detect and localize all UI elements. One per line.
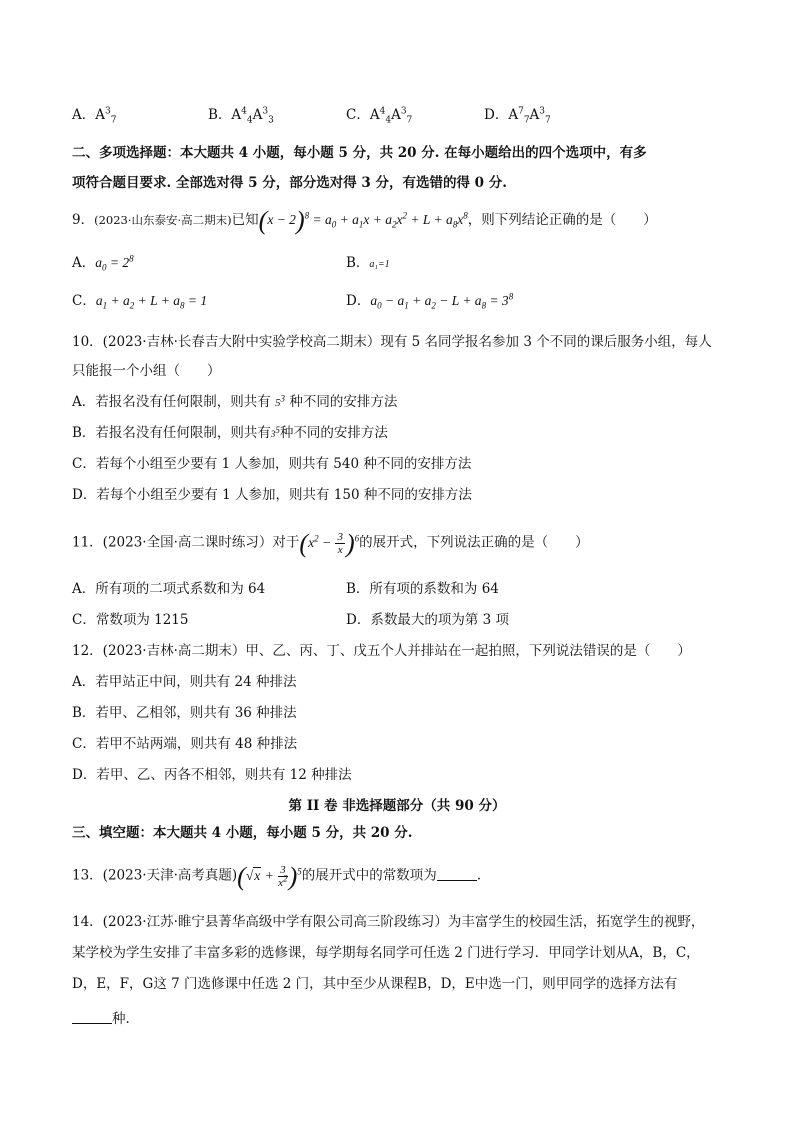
q9-pre: 已知 — [231, 212, 259, 228]
sup: 3 — [400, 106, 407, 117]
sup: 4 — [241, 106, 247, 117]
option-label: A． — [72, 255, 96, 271]
sub: 3 — [268, 115, 274, 126]
q11-option-d: D．系数最大的项为第 3 项 — [346, 612, 509, 628]
q13-answer-blank[interactable] — [437, 868, 477, 881]
section2-line2: 项符合题目要求. 全部选对得 5 分，部分选对得 3 分，有选错的得 0 分. — [72, 175, 507, 191]
option-label: D． — [346, 293, 371, 309]
section2-heading — [72, 144, 647, 162]
section2-title: 二、多项选择题： — [72, 145, 180, 161]
sup: 3 — [539, 106, 546, 117]
sup: 3 — [105, 106, 111, 117]
q10-option-b: B．若报名没有任何限制，则共有$3^5$种不同的安排方法 — [72, 425, 388, 441]
sup: 7 — [518, 106, 524, 117]
sub: 7 — [406, 115, 413, 126]
question-14-line1: 14．(2023·江苏·睢宁县菁华高级中学有限公司高三阶段练习）为丰富学生的校园生活，拓宽学生的视野， — [72, 914, 705, 930]
q8-option-a: A．$A^3_7$ — [72, 106, 117, 126]
q9-formula: $(x - 2)^8 = a_0 + a_1x + a_2x^2 + L + a_8x^8$ — [258, 206, 468, 235]
q13-formula: (√x + $\frac{3}{x^2}$ )$^5$ — [237, 861, 302, 891]
sup: 4 — [379, 106, 386, 117]
section2-desc: 本大题共 4 小题，每小题 5 分，共 20 分. 在每小题给出的四个选项中，有多 — [180, 145, 647, 161]
question-10-line1: 10．(2023·吉林·长春吉大附中实验学校高二期末）现有 5 名同学报名参加 3 个不同的课后服务小组，每人 — [72, 334, 712, 350]
q13-end: . — [476, 867, 482, 884]
q9-number: 9． — [72, 212, 95, 228]
sub: 4 — [246, 115, 253, 126]
q10-option-c: C．若每个小组至少要有 1 人参加，则共有 540 种不同的安排方法 — [72, 456, 472, 472]
q10-a-pre: A．若报名没有任何限制，则共有 — [72, 394, 271, 410]
q9-post: ，则下列结论正确的是（ ） — [467, 212, 657, 228]
q10-a-post: 种不同的安排方法 — [289, 394, 398, 410]
option-label: C． — [346, 107, 370, 123]
question-14-line2: 某学校为学生安排了丰富多彩的选修课，每学期每名同学可任选 2 门进行学习．甲同学计划从A，B，C， — [72, 945, 700, 961]
q10-option-a: A．若报名没有任何限制，则共有 $5^3$ 种不同的安排方法 — [72, 393, 398, 410]
question-10-line2: 只能报一个小组（ ） — [72, 363, 221, 379]
q13-post: 的展开式中的常数项为 — [301, 867, 437, 884]
sup: 3 — [262, 106, 269, 117]
q8-option-b: B．$A^4_4A^3_3$ — [208, 106, 274, 126]
sub: 7 — [110, 115, 117, 126]
q10-option-d: D．若每个小组至少要有 1 人参加，则共有 150 种不同的安排方法 — [72, 487, 472, 503]
q11-post: 的展开式，下列说法正确的是（ ） — [359, 534, 589, 551]
q10-b-post: 种不同的安排方法 — [279, 425, 388, 441]
q9-option-b-text: a₁=1 — [369, 259, 390, 270]
q12-option-a: A．若甲站正中间，则共有 24 种排法 — [72, 674, 297, 690]
q9-option-a: A．$a_0 = 2^8$ — [72, 253, 134, 273]
question-11-stem — [72, 528, 589, 558]
section3-title: 三、填空题： — [72, 825, 153, 841]
q12-option-b: B．若甲、乙相邻，则共有 36 种排法 — [72, 705, 297, 721]
q14-answer-blank[interactable] — [72, 1011, 112, 1024]
question-12-stem: 12．(2023·吉林·高二期末）甲、乙、丙、丁、戊五个人并排站在一起拍照，下列说法错误的是（ ） — [72, 643, 691, 659]
q12-option-d: D．若甲、乙、丙各不相邻，则共有 12 种排法 — [72, 767, 352, 783]
q9-option-b — [346, 254, 390, 274]
sub: 4 — [385, 115, 392, 126]
q11-pre: 11．(2023·全国·高二课时练习）对于 — [72, 534, 300, 551]
section3-heading — [72, 824, 412, 842]
q9-option-d: D．$a_0 - a_1 + a_2 - L + a_8 = 3^8$ — [346, 291, 514, 311]
q8-option-d: D．$A^7_7A^3_7$ — [484, 106, 551, 126]
q9-source: (2023·山东泰安·高二期末) — [94, 213, 232, 227]
sub: 7 — [545, 115, 551, 126]
q8-option-c: C．$A^4_4A^3_7$ — [346, 106, 413, 126]
q14-end: 种. — [112, 1011, 130, 1027]
option-label: C． — [72, 293, 96, 309]
question-14-line4 — [72, 1010, 130, 1028]
option-label: B． — [208, 107, 232, 123]
option-label: D． — [484, 107, 509, 123]
option-label: B． — [346, 255, 370, 271]
section3-desc: 本大题共 4 小题，每小题 5 分，共 20 分. — [153, 825, 413, 841]
q11-option-b: B．所有项的系数和为 64 — [346, 581, 499, 597]
q12-option-c: C．若甲不站两端，则共有 48 种排法 — [72, 736, 298, 752]
question-14-line3: D，E，F，G这 7 门选修课中任选 2 门，其中至少从课程B，D，E中选一门，则甲同学的选择方法有 — [72, 976, 678, 992]
q11-option-a: A．所有项的二项式系数和为 64 — [72, 581, 266, 597]
question-9-stem — [72, 206, 657, 235]
part2-title: 第 II 卷 非选择题部分（共 90 分） — [288, 798, 506, 814]
option-label: A． — [72, 107, 96, 123]
q11-option-c: C．常数项为 1215 — [72, 612, 189, 628]
q10-b-pre: B．若报名没有任何限制，则共有 — [72, 425, 271, 441]
q9-option-c: C．$a_1 + a_2 + L + a_8 = 1$ — [72, 293, 208, 311]
sub: 7 — [523, 115, 530, 126]
question-13 — [72, 861, 482, 891]
q11-formula: ($x^2$ − $\frac{3}{x}$ )$^6$ — [299, 528, 360, 558]
q13-pre: 13．(2023·天津·高考真题) — [72, 867, 238, 884]
